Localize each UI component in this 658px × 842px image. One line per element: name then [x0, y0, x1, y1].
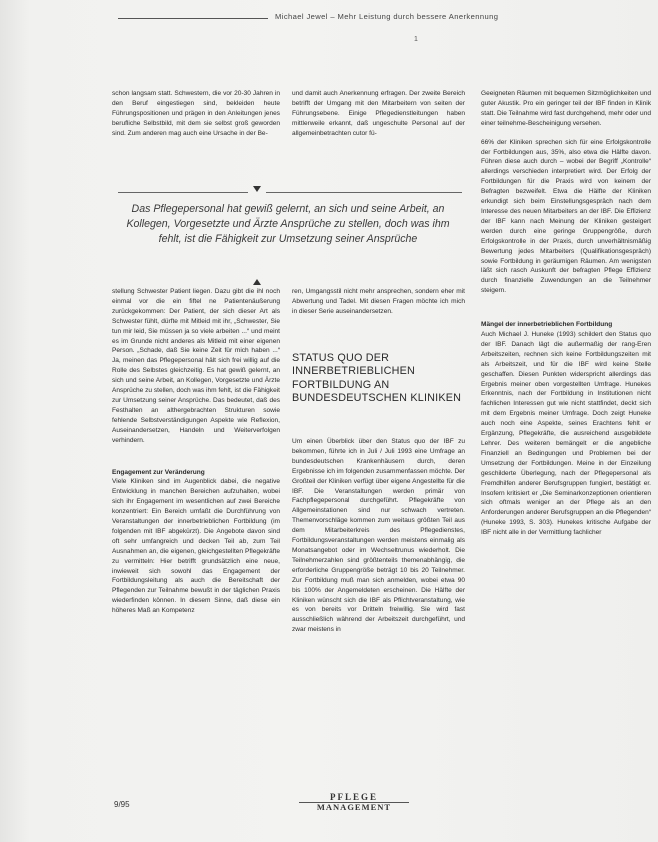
paragraph: stellung Schwester Patient liegen. Dazu gibt die ihl noch einmal vor die ein fiftel ne Patientenäußerung zurückgekommen: Der Patient, der sich dieser Art als Schwester fühlt, dürfte mit Mitleid mit ihr, „Schwester, Sie tun mir leid, Sie müssen ja so viele arbeiten ...“ und meint es im Grunde nicht anderes als Mitleid mit einer eigenen Person. „Schade, daß Sie keine Zeit für mich haben ...“ Ja, meinen das Pflegepersonal hält sich frei willig auf die Rolle des Selbstes gleichzeitig. Es hat gewiß gelernt, an sich und seine Arbeit, an Kollegen, Vorgesetzte und Ärzte Ansprüche zu stellen, doch was ihm fehlt, ist die Fähigkeit zur Umsetzung seiner Ansprüche. Das bedeutet, daß des Festhalten an althergebrachten Strukturen sowie fehlende Selbstverständigungen Aspekte wie Reflexion, Auseinandersetzen, Handeln und Weiterverfolgen verhindern.	[112, 288, 280, 444]
running-header: Michael Jewel – Mehr Leistung durch bessere Anerkennung	[275, 12, 499, 21]
triangle-down-icon	[253, 186, 261, 192]
subheading-engagement: Engagement zur Veränderung	[112, 468, 205, 476]
paragraph: Auch Michael J. Huneke (1993) schildert den Status quo der IBF. Danach lägt die außermaßig der rang-Eren Arbeitszeiten, rechnen sich keine Fortbildungszeiten mit als Arbeitszeit, und für die IBF wird keine Stelle geschaffen. Diesen Punkten widerspricht allerdings das Ergebnis meiner oben vorgestellten Umfrage. Hunekes Erkenntnis, nach der Fortbildung in Institutionen nicht fachlichen Interessen gut wie nicht stattfindet, deckt sich mit dem Ergebnis meiner Umfrage. Doch zeigt Huneke auch noch eine Aspekte, seines Erachtens fehlt er Ergänzung, Pflegekräfte, die ausreichend ausgebildete Lehrer. Des weiteren bemängelt er die angebliche Finanziell an Bedingungen und Problemen bei der Umsetzung der Fortbildungen. Meine in der Einzeilung geschilderte Überlegung, nach der Pflegepersonal als Fremdhilfen anderer Berufsgruppen fungiert, bestätigt er. Insofern kritisiert er „Die Seminarkonzeptionen orientieren sich oftmals weniger an der Pflege als an den Anforderungen anderer Berufsgruppen an die Pflegenden“ (Huneke 1993, S. 303). Hunekes kritische Aufgabe der IBF nicht alle in der Vermittlung fachlicher	[481, 331, 651, 537]
page-marker: 1	[414, 36, 418, 43]
column-3	[481, 89, 651, 538]
pull-quote-rule-left	[118, 192, 248, 193]
column-1-body	[112, 287, 280, 616]
pull-quote-rule-right	[266, 192, 462, 193]
header-rule	[118, 18, 268, 19]
logo-line-1: PFLEGE	[329, 792, 378, 802]
page-number: 9/95	[114, 800, 130, 809]
paragraph: und damit auch Anerkennung erfragen. Der zweite Bereich betrifft der Umgang mit den Mitarbeitern von seiten der Führungsebene. Einige Pflegedienstleitungen haben mittlerweile erkannt, daß ungeschulte Personal auf der allgemeinbetrachten cutor fü-	[292, 90, 465, 137]
triangle-up-icon	[253, 279, 261, 285]
paragraph: 66% der Kliniken sprechen sich für eine Erfolgskontrolle der Fortbildungen aus, 35%, also etwa die Hälfte davon. Führen diese auch durch – wobei der Begriff „Kontrolle“ allerdings verschieden interpretiert wird. Der Erfolg der Fortbildungen für die Praxis wird von keinem der Befragten bezweifelt. Etwa die Hälfte der Kliniken erkundigt sich beim Einstellungsgespräch nach dem Interesse des neuen Mitarbeiters an der IBF. Die Effizienz der IBF kann nach Meinung der Kliniken gesteigert werden durch eine geringe Gruppengröße, durch Erfolgskontrolle in der Praxis, durch unverhältnismäßig Bewertung jedes Mitarbeiters (Qualifikationsgespräch) sowie Fortbildung in geräumigen Räumen. Am wenigsten läßt sich rasch Auskunft der befragten Pflege Effizienz durch finanzielle Zuwendungen an die Teilnehmer steigern.	[481, 138, 651, 295]
magazine-logo	[299, 793, 409, 812]
paragraph: Viele Kliniken sind im Augenblick dabei, die negative Entwicklung in manchen Bereichen aufzuhalten, wobei sich ihr Engagement im wesentlichen auf zwei Bereiche konzentriert: Ein Bereich umfaßt die Durchführung von Veranstaltungen der innerbetrieblichen Fortbildung (im folgenden mit IBF abgekürzt). Die Angebote davon sind oft sehr umfangreich und decken Teil ab, zum Teil Ausnahmen an, die eigenen, gleichgestellten Pflegekräfte zu vermitteln: Hier betrifft grundsätzlich eine neue, inwieweit sich sowohl das Engagement der Fortbildungsleitung als auch die Bereitschaft der Pflegenden zur Teilnahme bewußt in der täglichen Praxis wiederfinden können. In diesem Sinne, daß diese ein höheres Maß an Kompetenz	[112, 478, 280, 615]
paragraph: Geeigneten Räumen mit bequemen Sitzmöglichkeiten und guter Akustik. Pro ein geringer teil der IBF finden in Klinik statt. Die Teilnahme wird fast durchgehend, mehr oder und einer teilnehme-Bescheinigung versehen.	[481, 90, 651, 127]
pull-quote: Das Pflegepersonal hat gewiß gelernt, an sich und seine Arbeit, an Kollegen, Vorgesetzte und Ärzte Ansprüche zu stellen, doch was ihm fehlt, ist die Fähigkeit zur Umsetzung seiner Ansprüche	[126, 203, 450, 245]
column-2-top	[292, 89, 465, 139]
logo-line-2: MANAGEMENT	[299, 802, 409, 812]
column-2-body	[292, 437, 465, 635]
column-2-mid	[292, 287, 465, 317]
paragraph: schon langsam statt. Schwestern, die vor 20-30 Jahren in den Beruf eingestiegen sind, bekleiden heute Führungspositionen und prägen in den Anleitungen jenes berufliche Selbstbild, mit dem sie selbst groß geworden sind. Zum anderen mag auch eine Ursache in der Be-	[112, 90, 280, 137]
paragraph: ren, Umgangsstil nicht mehr ansprechen, sondern eher mit Abwertung und Tadel. Mit diesen Fragen möchte ich mich in dieser Serie auseinandersetzen.	[292, 288, 465, 315]
section-heading: STATUS QUO DER INNERBETRIEBLICHEN FORTBILDUNG AN BUNDESDEUTSCHEN KLINIKEN	[292, 352, 462, 405]
column-1-top	[112, 89, 280, 139]
paragraph: Um einen Überblick über den Status quo der IBF zu bekommen, führte ich in Juli / Juli 1993 eine Umfrage an bundesdeutschen Krankenhäusern durch, deren Ergebnisse ich im folgenden zusammenfassen möchte. Der Großteil der Kliniken verfügt über eigene Angestellte für die IBF. Die Veranstaltungen werden primär von Fachpflegepersonal durchgeführt. Pflegekräfte von Allgemeinstationen sind nur schwach vertreten. Themenvorschläge kommen zum weitaus größten Teil aus dem Mitarbeiterkreis des Pflegedienstes, Fortbildungsveranstaltungen werden meistens einmalig als Monatsangebot oder im Wechseltrunus wiederholt. Die Teilnehmerzahlen sind größtenteils themenabhängig, die erforderliche Gruppengröße beträgt 10 bis 20 Teilnehmer. Zur Fortbildung muß man sich anmelden, wobei etwa 90 bis 100% der Angemeldeten erscheinen. Die Hälfte der Kliniken wünscht sich die IBF als Pflichtveranstaltung, wie es von bereits vor Dritteln freiwillig. Sie wird fast ausschließlich während der Arbeitszeit durchgeführt, und zwar meistens in	[292, 438, 465, 634]
subheading-maengel: Mängel der innerbetrieblichen Fortbildung	[481, 321, 613, 329]
